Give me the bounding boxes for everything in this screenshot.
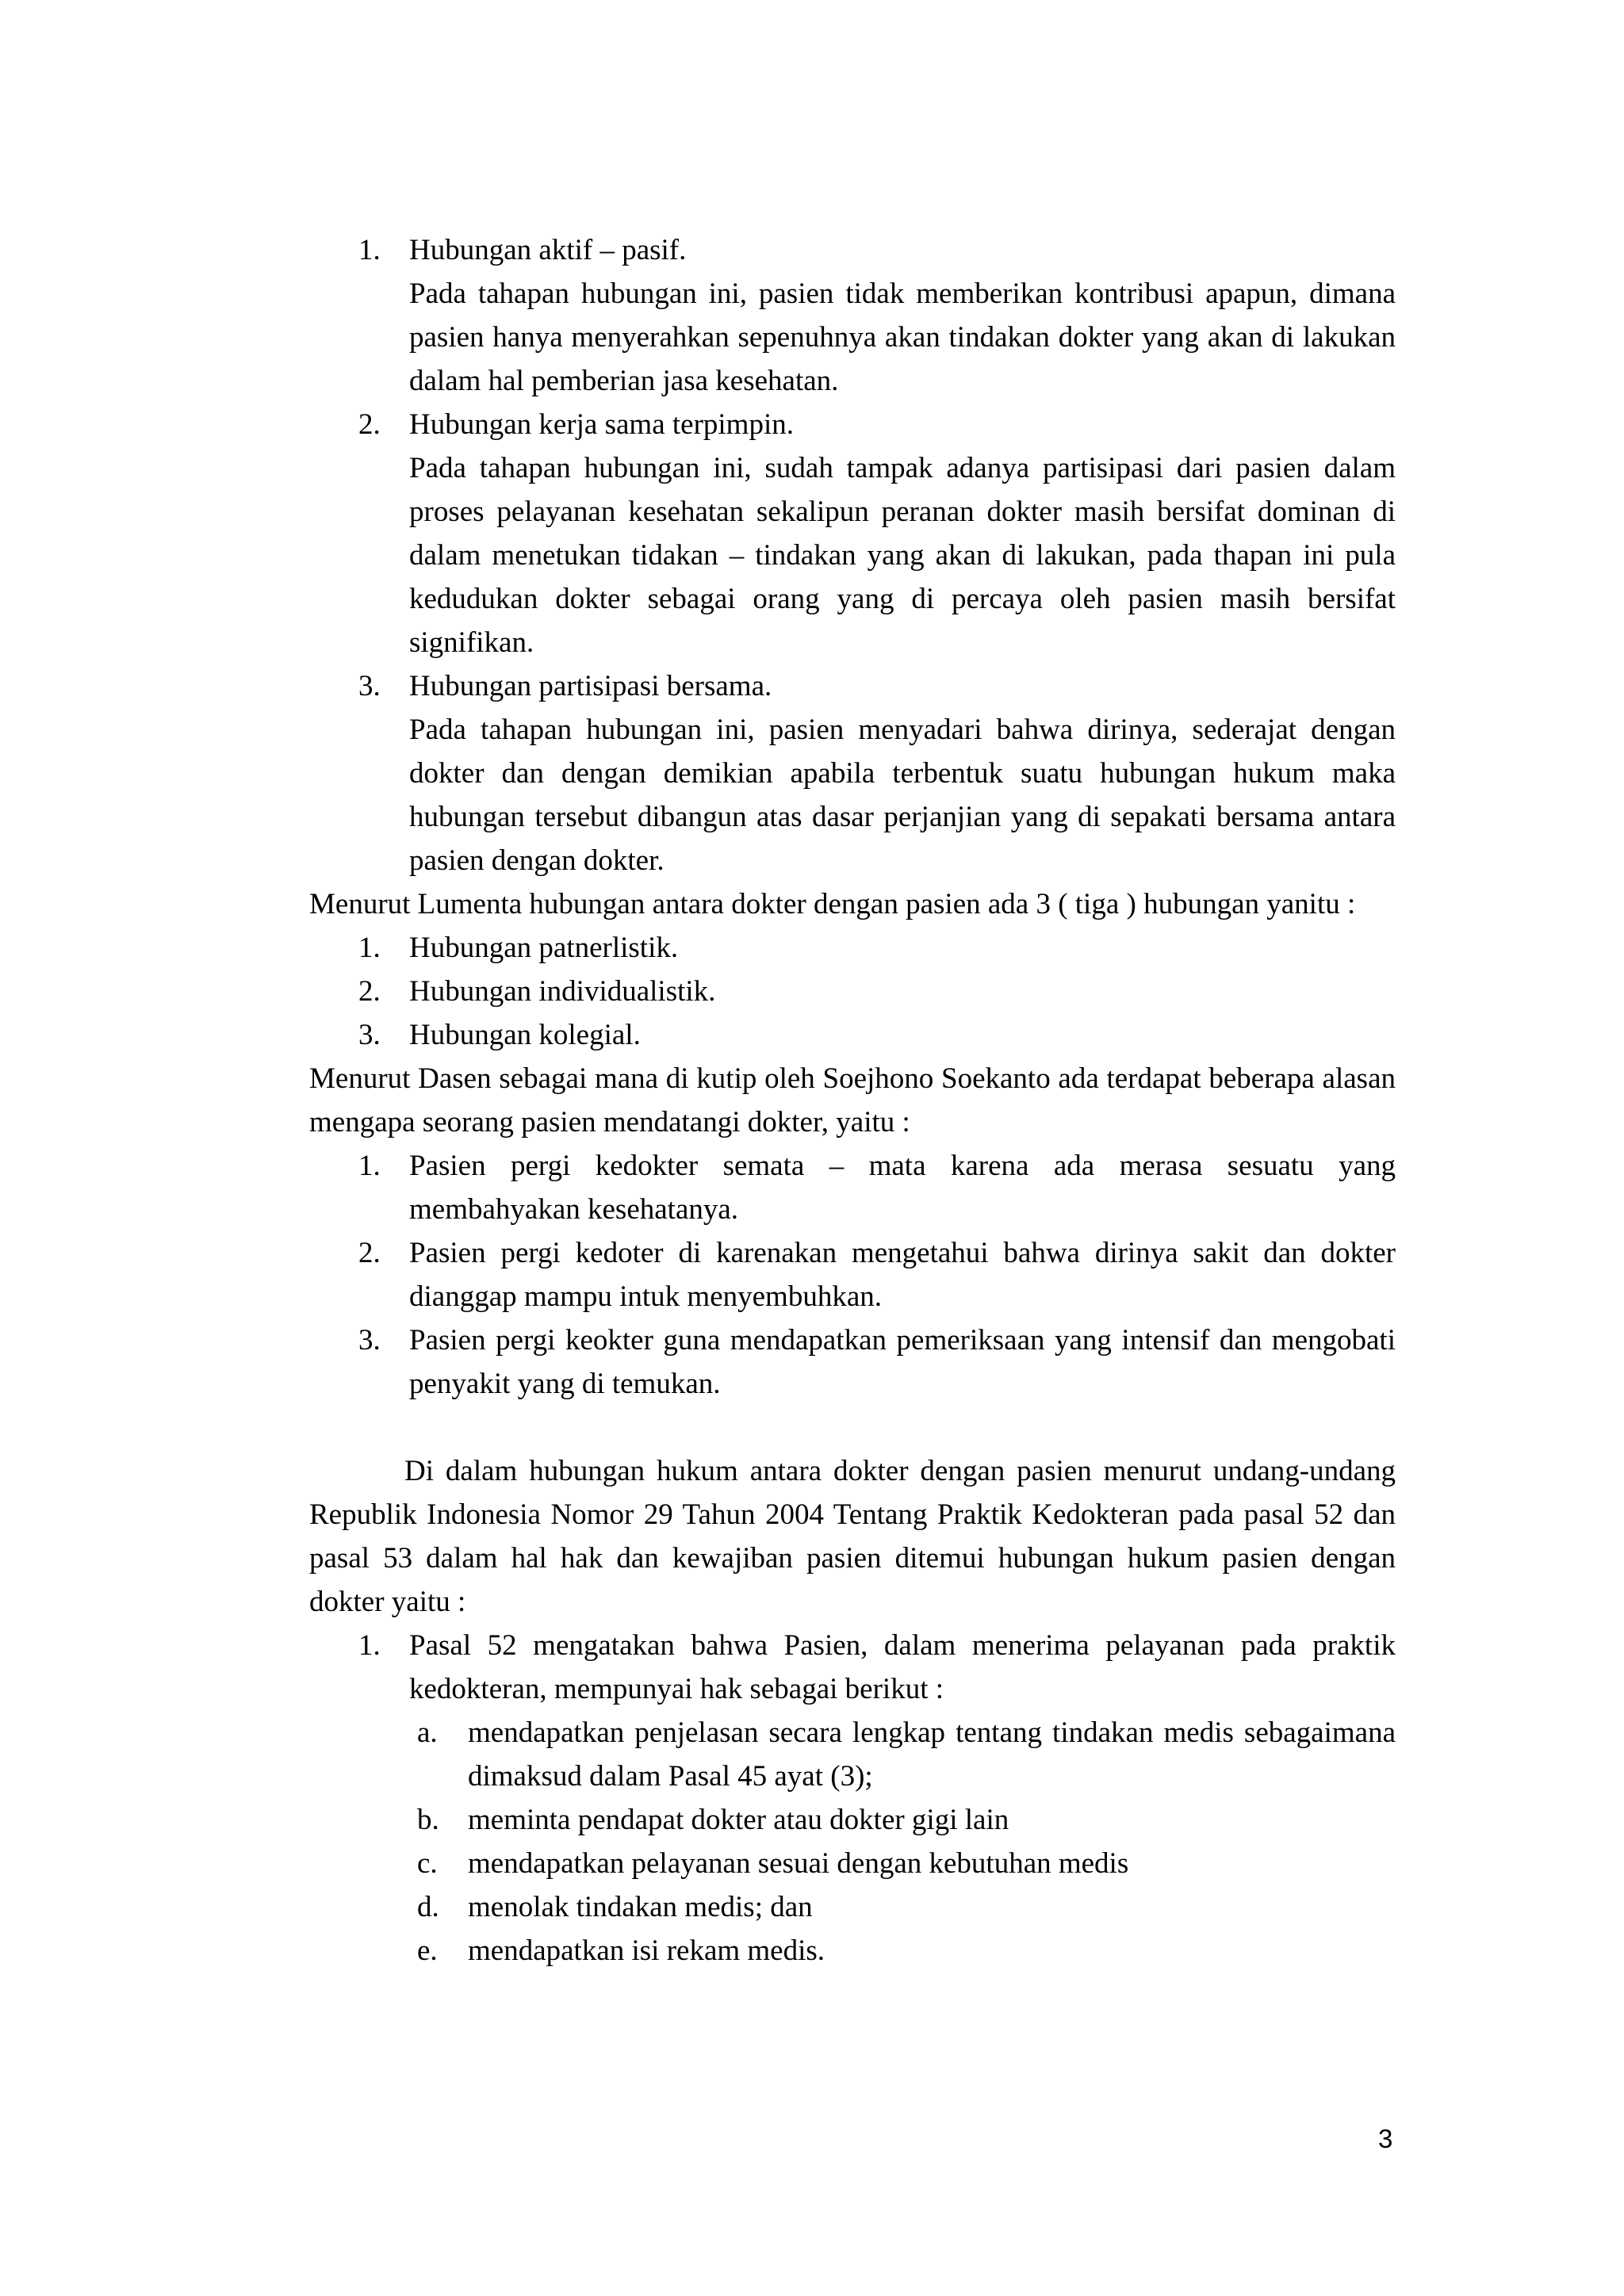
sub-list-letter: a. xyxy=(417,1716,438,1749)
paragraph: Menurut Dasen sebagai mana di kutip oleh Soejhono Soekanto ada terdapat beberapa alasan mengapa seorang pasien mendatangi dokter, yaitu : xyxy=(309,1062,1396,1138)
list-item-text: Pasien pergi keokter guna mendapatkan pemeriksaan yang intensif dan mengobati penyakit yang di temukan. xyxy=(409,1324,1396,1400)
list-number: 1. xyxy=(358,1150,381,1182)
sub-list-item xyxy=(309,1885,1396,1929)
list-number: 2. xyxy=(358,975,381,1008)
list-item-body: Pada tahapan hubungan ini, pasien menyadari bahwa dirinya, sederajat dengan dokter dan dengan demikian apabila terbentuk suatu hubungan hukum maka hubungan tersebut dibangun atas dasar perjanjian yang di sepakati bersama antara pasien dengan dokter. xyxy=(409,714,1396,877)
list-number: 2. xyxy=(358,1237,381,1269)
sub-list-item-text: mendapatkan pelayanan sesuai dengan kebutuhan medis xyxy=(468,1847,1129,1880)
list-item xyxy=(309,1013,1396,1057)
list-item-text: Hubungan aktif – pasif. xyxy=(409,234,687,266)
list-item-text: Hubungan partisipasi bersama. xyxy=(409,670,772,702)
sub-list-letter: b. xyxy=(417,1804,439,1836)
sub-list-letter: e. xyxy=(417,1934,438,1967)
paragraph: Menurut Lumenta hubungan antara dokter dengan pasien ada 3 ( tiga ) hubungan yanitu : xyxy=(309,888,1356,920)
list-number: 3. xyxy=(358,1019,381,1051)
list-item-text: Hubungan individualistik. xyxy=(409,975,716,1008)
list-number: 1. xyxy=(358,1629,381,1662)
list-item-text: Hubungan kerja sama terpimpin. xyxy=(409,408,794,441)
list-item-text: Hubungan kolegial. xyxy=(409,1019,641,1051)
list-item xyxy=(309,664,1396,708)
list-item xyxy=(309,1318,1396,1406)
list-item-body: Pada tahapan hubungan ini, sudah tampak adanya partisipasi dari pasien dalam proses pelayanan kesehatan sekalipun peranan dokter masih bersifat dominan di dalam menetukan tidakan – tindakan yang akan di lakukan, pada thapan ini pula kedudukan dokter sebagai orang yang di percaya oleh pasien masih bersifat signifikan. xyxy=(409,452,1396,659)
list-item xyxy=(309,970,1396,1013)
page-number: 3 xyxy=(1378,2124,1393,2153)
sub-list-item xyxy=(309,1711,1396,1798)
sub-list-letter: d. xyxy=(417,1891,439,1923)
list-number: 3. xyxy=(358,1324,381,1357)
list-item xyxy=(309,403,1396,446)
sub-list-item-text: menolak tindakan medis; dan xyxy=(468,1891,813,1923)
page-content xyxy=(309,228,1396,1973)
list-number: 2. xyxy=(358,408,381,441)
list-item-body: Pada tahapan hubungan ini, pasien tidak memberikan kontribusi apapun, dimana pasien hanya menyerahkan sepenuhnya akan tindakan dokter yang akan di lakukan dalam hal pemberian jasa kesehatan. xyxy=(409,277,1396,397)
list-number: 3. xyxy=(358,670,381,702)
list-item xyxy=(309,1624,1396,1711)
list-item-text: Pasien pergi kedokter semata – mata karena ada merasa sesuatu yang membahyakan kesehatanya. xyxy=(409,1150,1396,1226)
sub-list-letter: c. xyxy=(417,1847,438,1880)
sub-list-item xyxy=(309,1842,1396,1885)
sub-list-item xyxy=(309,1929,1396,1973)
sub-list-item-text: mendapatkan penjelasan secara lengkap tentang tindakan medis sebagaimana dimaksud dalam Pasal 45 ayat (3); xyxy=(468,1716,1396,1793)
sub-list-item xyxy=(309,1798,1396,1842)
list-item-text: Hubungan patnerlistik. xyxy=(409,932,679,964)
list-item-text: Pasien pergi kedoter di karenakan mengetahui bahwa dirinya sakit dan dokter dianggap mampu intuk menyembuhkan. xyxy=(409,1237,1396,1313)
list-item xyxy=(309,1144,1396,1231)
paragraph: Di dalam hubungan hukum antara dokter dengan pasien menurut undang-undang Republik Indonesia Nomor 29 Tahun 2004 Tentang Praktik Kedokteran pada pasal 52 dan pasal 53 dalam hal hak dan kewajiban pasien ditemui hubungan hukum pasien dengan dokter yaitu : xyxy=(309,1455,1396,1618)
list-number: 1. xyxy=(358,932,381,964)
list-number: 1. xyxy=(358,234,381,266)
sub-list-item-text: meminta pendapat dokter atau dokter gigi lain xyxy=(468,1804,1009,1836)
list-item xyxy=(309,1231,1396,1318)
paragraph-gap xyxy=(309,1406,1396,1449)
list-item-text: Pasal 52 mengatakan bahwa Pasien, dalam menerima pelayanan pada praktik kedokteran, mempunyai hak sebagai berikut : xyxy=(409,1629,1396,1705)
list-item xyxy=(309,228,1396,272)
sub-list-item-text: mendapatkan isi rekam medis. xyxy=(468,1934,825,1967)
list-item xyxy=(309,926,1396,970)
